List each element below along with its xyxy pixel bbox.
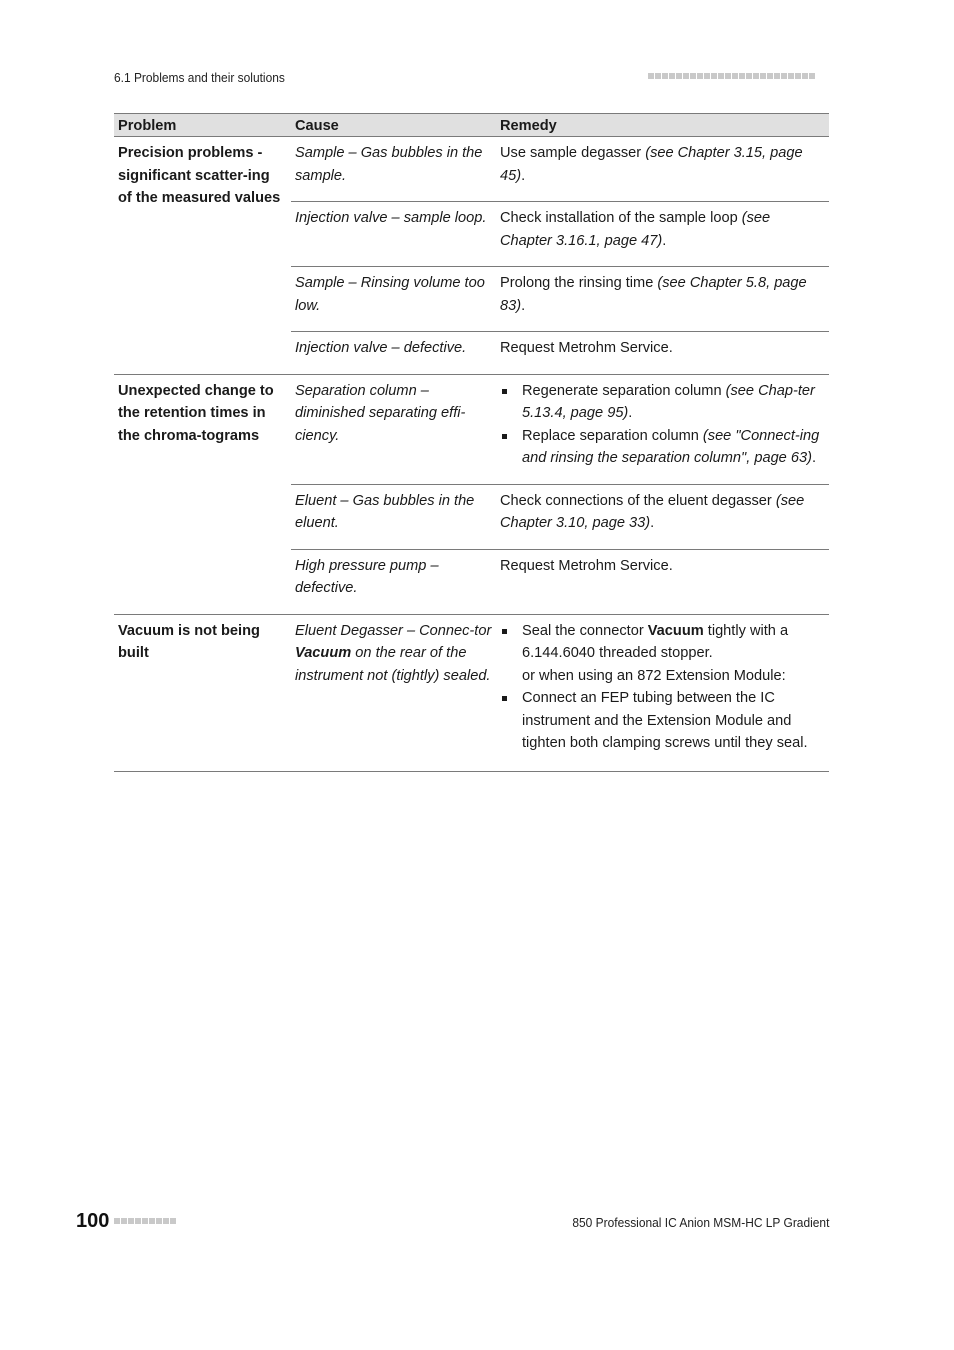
remedy-text: Replace separation column <box>522 427 703 444</box>
remedy-cell: Check connections of the eluent degasser (see Chapter 3.10, page 33). <box>496 484 829 549</box>
list-item: Replace separation column (see "Connect-ing and rinsing the separation column", page 63). <box>500 425 825 470</box>
decoration-square <box>121 1218 127 1224</box>
remedy-text: tightly with a 6.144.6040 threaded stopper. <box>522 622 789 661</box>
decoration-square <box>795 73 801 79</box>
table-row <box>114 137 829 202</box>
problem-precision: Precision problems - significant scatter-ing of the measured values <box>118 145 281 206</box>
decoration-square <box>718 73 724 79</box>
remedy-text: Prolong the rinsing time <box>500 275 658 291</box>
remedy-bullet-list <box>500 687 825 755</box>
table-header-row <box>114 114 829 137</box>
remedy-text: Check connections of the eluent degasser <box>500 492 776 509</box>
decoration-square <box>725 73 731 79</box>
decoration-square <box>683 73 689 79</box>
running-header-section: 6.1 Problems and their solutions <box>114 70 285 85</box>
cause-cell: Separation column – diminished separating effi-ciency. <box>291 374 496 484</box>
cause-cell: Injection valve – sample loop. <box>291 202 496 267</box>
remedy-text: Use sample degasser <box>500 145 646 161</box>
decoration-square <box>704 73 710 79</box>
decoration-square <box>128 1218 134 1224</box>
remedy-cell <box>496 374 829 484</box>
cause-cell: Sample – Gas bubbles in the sample. <box>295 145 483 184</box>
decoration-square <box>774 73 780 79</box>
chapter-reference-link[interactable]: (see Chap-ter 5.13.4, page 95) <box>522 382 815 421</box>
remedy-text: Seal the connector <box>522 622 648 639</box>
decoration-square <box>149 1218 155 1224</box>
cause-cell: Injection valve – defective. <box>291 332 496 375</box>
alternative-note: or when using an 872 Extension Module: <box>522 667 786 684</box>
remedy-text: Regenerate separation column <box>522 382 726 399</box>
remedy-bullet-list <box>500 620 825 665</box>
list-item: Connect an FEP tubing between the IC instrument and the Extension Module and tighten both clamping screws until they seal. <box>500 687 825 755</box>
decoration-square <box>163 1218 169 1224</box>
decoration-square <box>809 73 815 79</box>
footer-decoration <box>114 1218 176 1224</box>
decoration-square <box>788 73 794 79</box>
decoration-square <box>690 73 696 79</box>
problem-retention-times: Unexpected change to the retention times in the chroma-tograms <box>114 374 291 614</box>
decoration-square <box>142 1218 148 1224</box>
decoration-square <box>767 73 773 79</box>
decoration-square <box>662 73 668 79</box>
troubleshooting-table <box>114 113 829 772</box>
cause-cell: Sample – Rinsing volume too low. <box>291 267 496 332</box>
decoration-square <box>669 73 675 79</box>
remedy-cell: Prolong the rinsing time (see Chapter 5.8, page 83). <box>496 267 829 332</box>
remedy-cell: Request Metrohm Service. <box>496 332 829 375</box>
remedy-cell: Request Metrohm Service. <box>496 549 829 614</box>
decoration-square <box>676 73 682 79</box>
page-number: 100 <box>76 1210 110 1232</box>
cause-cell: High pressure pump – defective. <box>291 549 496 614</box>
decoration-square <box>802 73 808 79</box>
remedy-cell <box>496 614 829 771</box>
remedy-cell: Use sample degasser (see Chapter 3.15, page 45). <box>500 145 803 184</box>
product-name: 850 Professional IC Anion MSM-HC LP Gradient <box>571 1215 829 1230</box>
chapter-reference-link[interactable]: (see Chapter 3.16.1, page 47) <box>500 210 771 249</box>
decoration-square <box>732 73 738 79</box>
chapter-reference-link[interactable]: (see Chapter 5.8, page 83) <box>500 275 807 314</box>
table-row <box>114 374 829 484</box>
decoration-square <box>760 73 766 79</box>
chapter-reference-link[interactable]: (see Chapter 3.10, page 33) <box>500 492 805 531</box>
table-row <box>114 614 829 771</box>
remedy-text: Check installation of the sample loop <box>500 210 742 226</box>
decoration-square <box>697 73 703 79</box>
list-item: Regenerate separation column (see Chap-ter 5.13.4, page 95). <box>500 380 825 425</box>
column-header-cause: Cause <box>291 114 496 137</box>
list-item <box>500 620 825 665</box>
remedy-cell: Check installation of the sample loop (see Chapter 3.16.1, page 47). <box>496 202 829 267</box>
decoration-square <box>135 1218 141 1224</box>
decoration-square <box>648 73 654 79</box>
problem-vacuum: Vacuum is not being built <box>114 614 291 771</box>
chapter-reference-link[interactable]: (see "Connect-ing and rinsing the separation column", page 63) <box>522 427 820 466</box>
decoration-square <box>170 1218 176 1224</box>
column-header-remedy: Remedy <box>496 114 829 137</box>
chapter-reference-link[interactable]: (see Chapter 3.15, page 45) <box>500 145 803 184</box>
cause-text: on the rear of the instrument not (tightly) sealed. <box>295 645 491 684</box>
header-decoration <box>648 73 815 79</box>
cause-cell: Eluent – Gas bubbles in the eluent. <box>291 484 496 549</box>
connector-name: Vacuum <box>295 645 352 661</box>
decoration-square <box>746 73 752 79</box>
decoration-square <box>114 1218 120 1224</box>
column-header-problem: Problem <box>114 114 291 137</box>
cause-cell <box>291 614 496 771</box>
decoration-square <box>753 73 759 79</box>
remedy-bullet-list <box>500 380 825 470</box>
decoration-square <box>739 73 745 79</box>
decoration-square <box>655 73 661 79</box>
decoration-square <box>781 73 787 79</box>
cause-text: Eluent Degasser – Connec-tor <box>295 622 492 639</box>
decoration-square <box>711 73 717 79</box>
decoration-square <box>156 1218 162 1224</box>
connector-name: Vacuum <box>647 622 704 639</box>
